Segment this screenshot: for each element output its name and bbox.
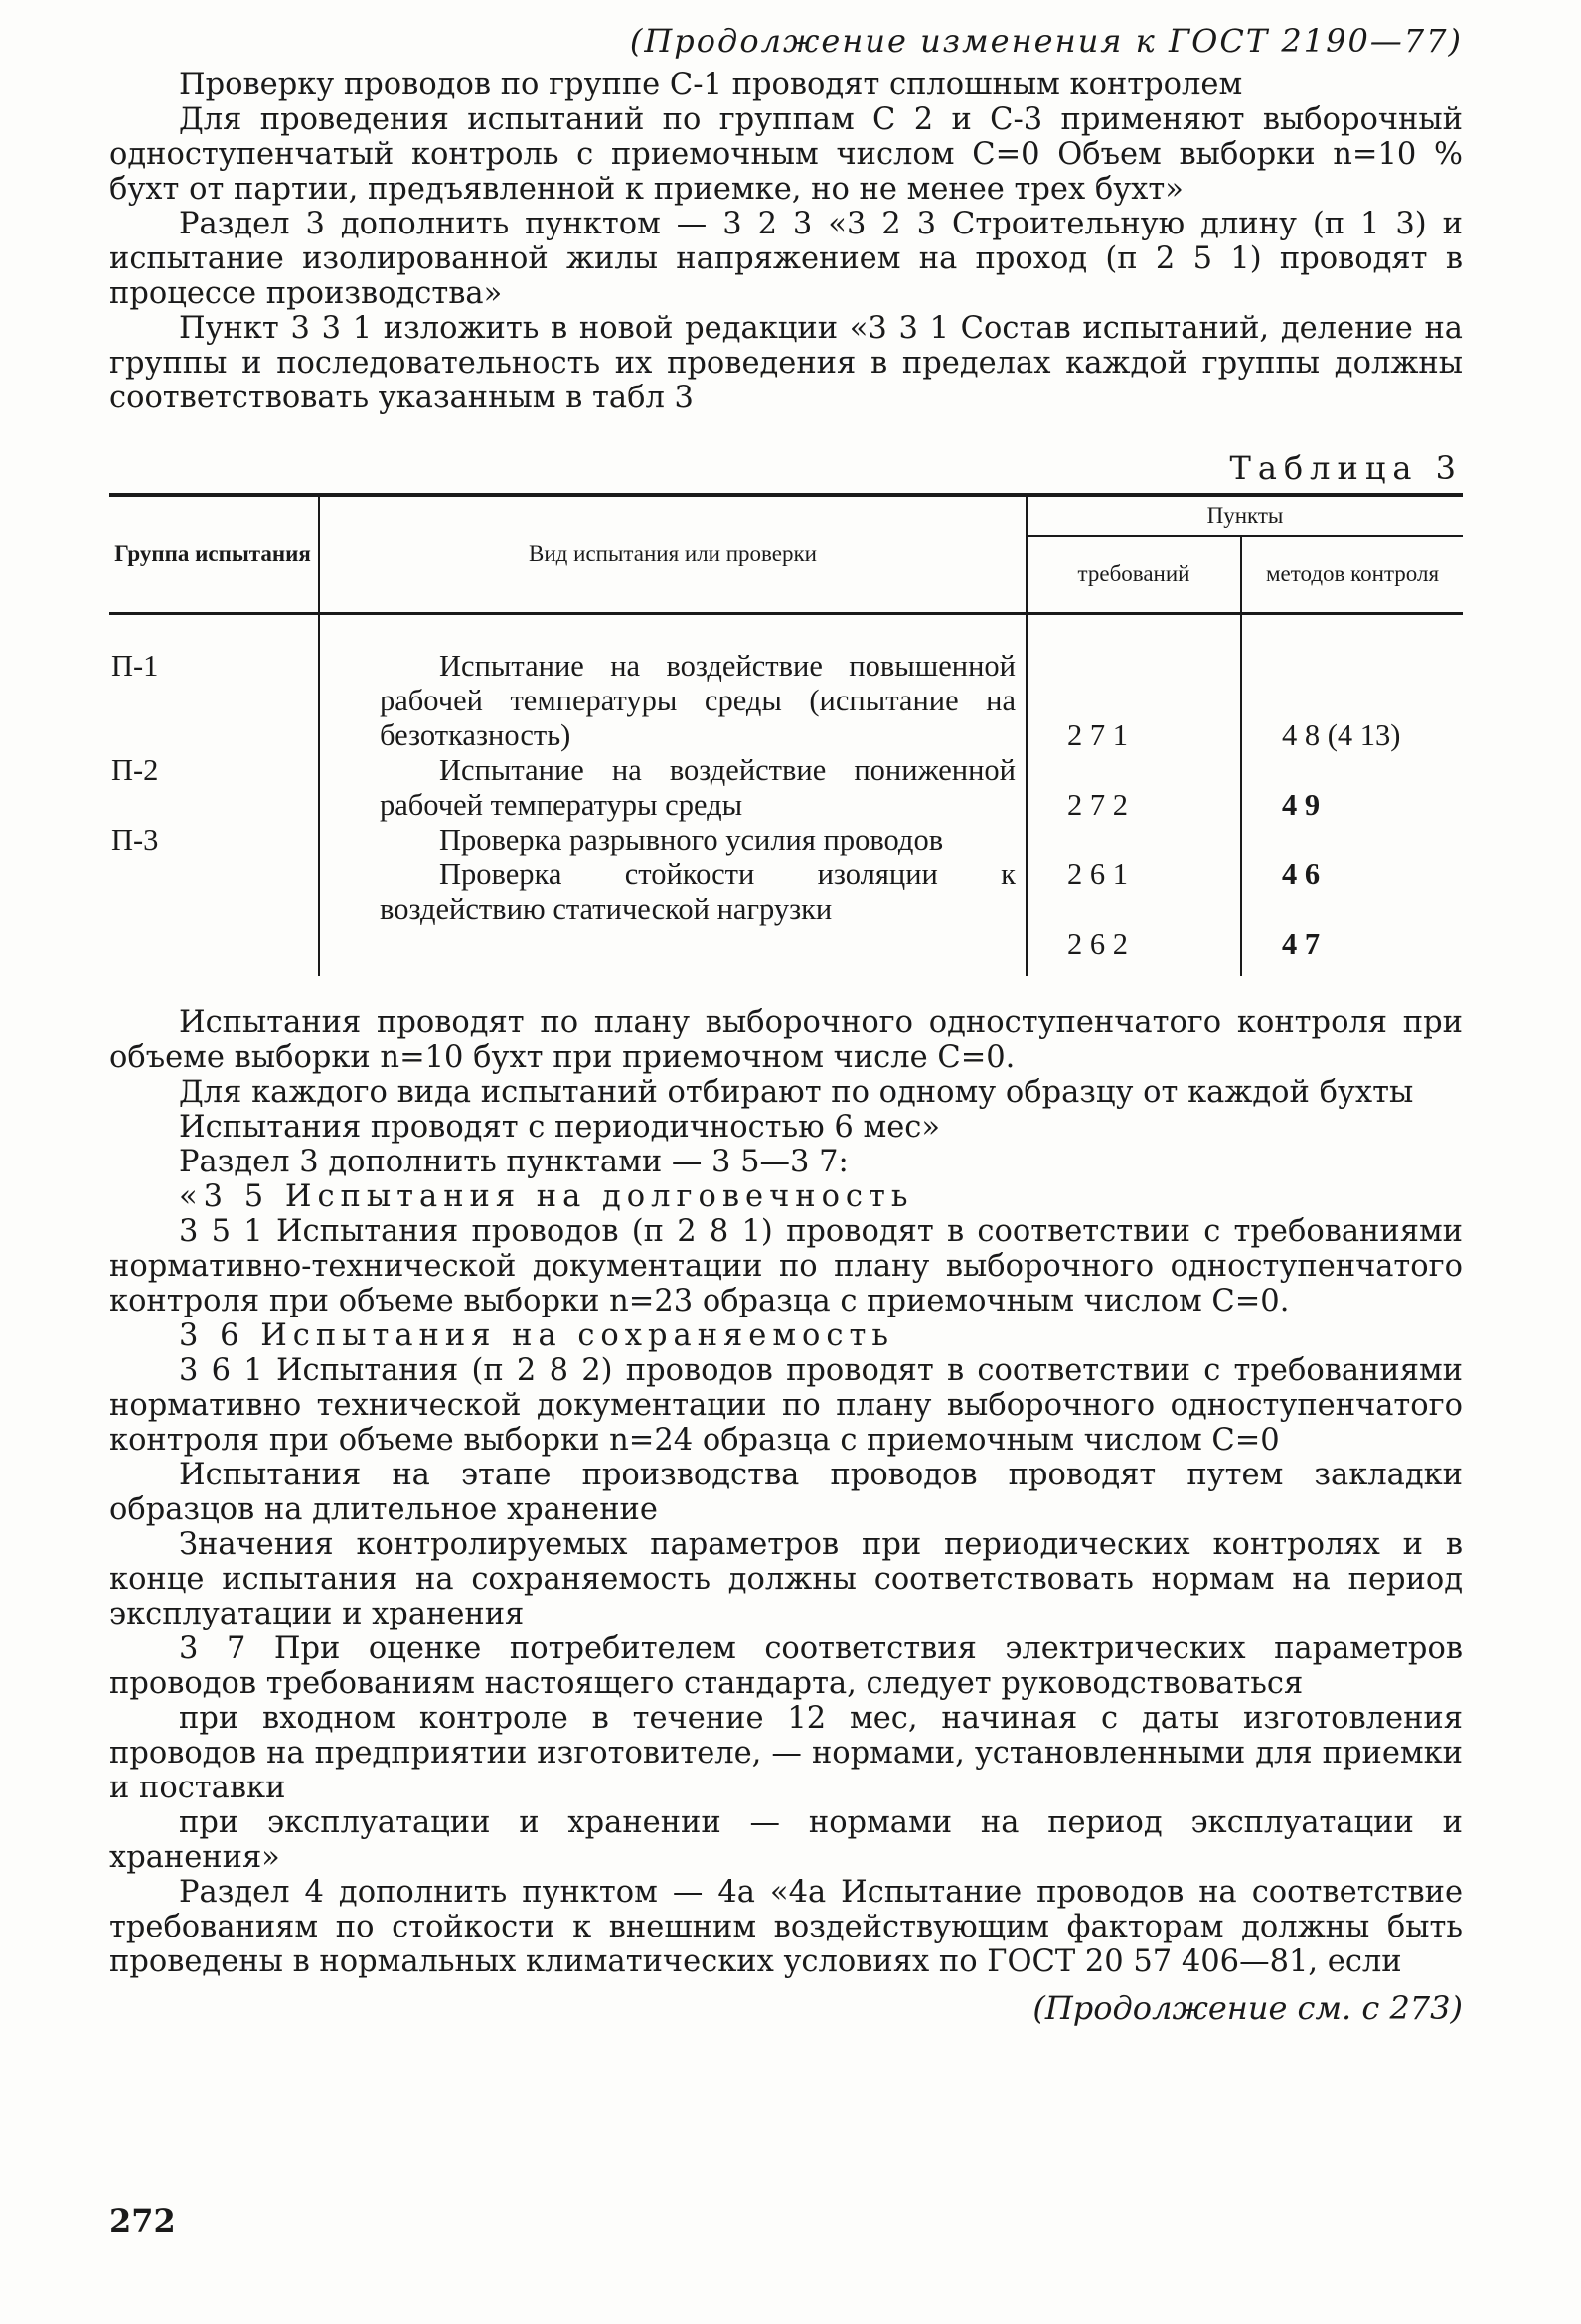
- group-cell: П-2: [111, 753, 159, 787]
- paragraph: при входном контроле в течение 12 мес, начиная с даты изготовления проводов на предприятии изготовителе, — нормами, установленными для приемки и поставки: [109, 1701, 1463, 1805]
- header-kind: Вид испытания или проверки: [319, 495, 1027, 614]
- paragraph: Пункт 3 3 1 изложить в новой редакции «3 3 1 Состав испытаний, деление на группы и последовательность их проведения в пределах каждой группы должны соответствовать указанным в табл 3: [109, 311, 1463, 415]
- group-cell: П-1: [111, 649, 159, 683]
- top-text: [109, 68, 1463, 415]
- paragraph: Испытания на этапе производства проводов проводят путем закладки образцов на длительное хранение: [109, 1458, 1463, 1527]
- header-group: Группа испытания: [114, 542, 311, 566]
- document-page: [109, 22, 1463, 2027]
- paragraph: Значения контролируемых параметров при периодических контролях и в конце испытания на сохраняемость должны соответствовать нормам на период эксплуатации и хранения: [109, 1527, 1463, 1631]
- requirement-cell: 2 7 2: [1067, 788, 1128, 822]
- test-cell: Испытание на воздействие пониженной рабочей температуры среды: [380, 753, 1016, 822]
- method-cell: 4 7: [1282, 927, 1321, 961]
- table-3: [109, 493, 1463, 976]
- paragraph: при эксплуатации и хранении — нормами на период эксплуатации и хранения»: [109, 1805, 1463, 1875]
- section-heading: «3 5 Испытания на долговечность: [179, 1179, 914, 1214]
- group-column: [109, 614, 319, 977]
- section-heading: 3 6 Испытания на сохраняемость: [179, 1318, 894, 1353]
- requirements-column: [1027, 614, 1241, 977]
- paragraph: 3 7 При оценке потребителем соответствия электрических параметров проводов требованиям настоящего стандарта, следует руководствоваться: [109, 1631, 1463, 1701]
- requirement-cell: 2 6 1: [1067, 857, 1128, 891]
- header-methods: методов контроля: [1241, 536, 1463, 614]
- paragraph: Испытания проводят по плану выборочного одноступенчатого контроля при объеме выборки n=10 бухт при приемочном числе С=0.: [109, 1006, 1463, 1075]
- method-cell: 4 9: [1282, 788, 1321, 822]
- paragraph: Проверку проводов по группе С-1 проводят сплошным контролем: [179, 68, 1243, 102]
- paragraph: Раздел 3 дополнить пунктом — 3 2 3 «3 2 3 Строительную длину (п 1 3) и испытание изолированной жилы напряжением на проход (п 2 5 1) проводят в процессе производства»: [109, 207, 1463, 311]
- test-cell: Испытание на воздействие повышенной рабочей температуры среды (испытание на безотказность): [380, 649, 1016, 752]
- header-points: Пункты: [1027, 495, 1463, 536]
- bottom-text: [109, 1006, 1463, 1979]
- paragraph: Раздел 4 дополнить пунктом — 4а «4а Испытание проводов на соответствие требованиям по стойкости к внешним воздействующим факторам должны быть проведены в нормальных климатических условиях по ГОСТ 20 57 406—81, если: [109, 1875, 1463, 1979]
- paragraph: 3 5 1 Испытания проводов (п 2 8 1) проводят в соответствии с требованиями нормативно-технической документации по плану выборочного одноступенчатого контроля при объеме выборки n=23 образца с приемочным числом С=0.: [109, 1214, 1463, 1318]
- group-cell: П-3: [111, 823, 159, 856]
- paragraph: 3 6 1 Испытания (п 2 8 2) проводов проводят в соответствии с требованиями нормативно технической документации по плану выборочного одноступенчатого контроля при объеме выборки n=24 образца с приемочным числом С=0: [109, 1353, 1463, 1458]
- methods-column: [1241, 614, 1463, 977]
- tests-column: [319, 614, 1027, 977]
- continuation-note: (Продолжение см. с 273): [1032, 1989, 1463, 2027]
- paragraph: Для проведения испытаний по группам С 2 и С-3 применяют выборочный одноступенчатый контроль с приемочным числом С=0 Объем выборки n=10 % бухт от партии, предъявленной к приемке, но не менее трех бухт»: [109, 102, 1463, 207]
- paragraph: Для каждого вида испытаний отбирают по одному образцу от каждой бухты: [179, 1075, 1414, 1110]
- header-requirements: требований: [1027, 536, 1241, 614]
- method-cell: 4 8 (4 13): [1282, 718, 1401, 752]
- page-number: 272: [109, 2202, 176, 2240]
- requirement-cell: 2 6 2: [1067, 927, 1128, 961]
- requirement-cell: 2 7 1: [1067, 718, 1128, 752]
- paragraph: Раздел 3 дополнить пунктами — 3 5—3 7:: [179, 1145, 849, 1179]
- test-cell: Проверка разрывного усилия проводов: [439, 823, 944, 856]
- test-cell: Проверка стойкости изоляции к воздействию статической нагрузки: [380, 857, 1016, 926]
- table-caption: Таблица 3: [1229, 449, 1463, 487]
- method-cell: 4 6: [1282, 857, 1321, 891]
- paragraph: Испытания проводят с периодичностью 6 мес»: [179, 1110, 941, 1145]
- page-header: (Продолжение изменения к ГОСТ 2190—77): [629, 22, 1463, 60]
